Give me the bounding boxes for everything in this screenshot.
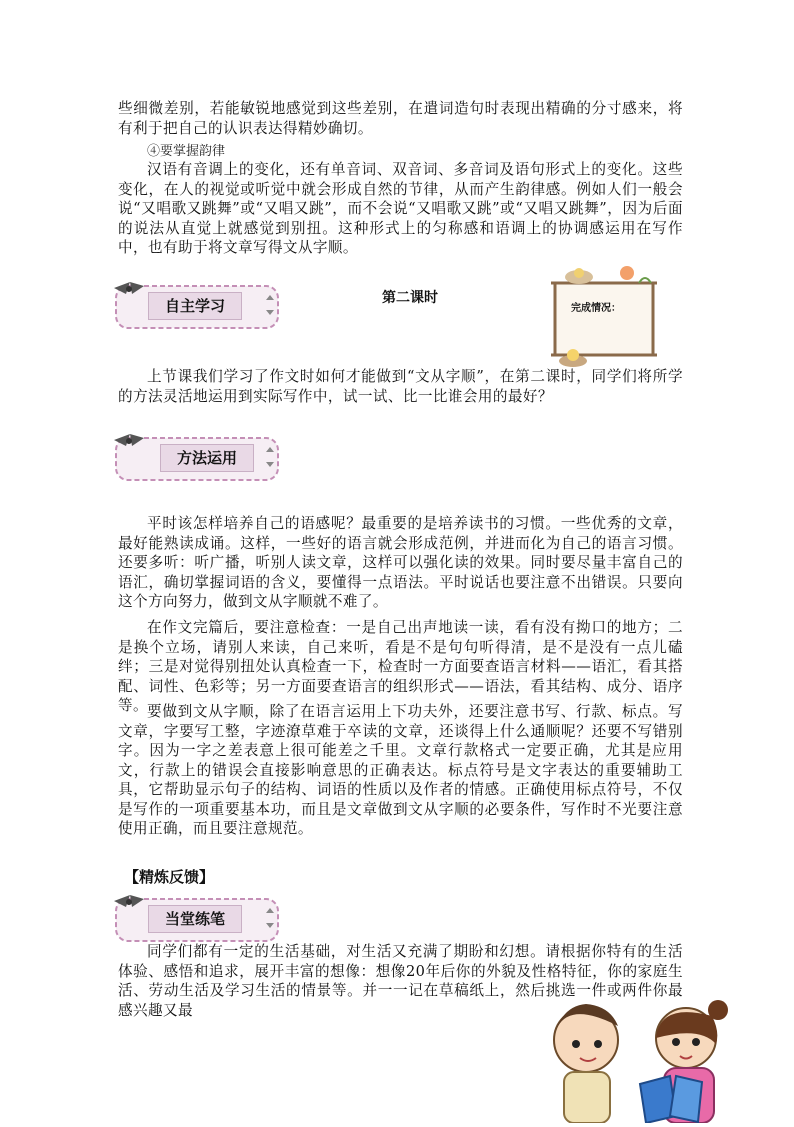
section-title-feedback: 【精炼反馈】 [124,868,215,886]
children-reading-illustration [536,1000,786,1123]
paragraph-subtle-differences: 些细微差别，若能敏锐地感觉到这些差别，在遣词造句时表现出精确的分寸感来，将有利于把自己的认识表达得精妙确切。 [118,100,683,137]
paragraph-language-sense: 平时该怎样培养自己的语感呢？最重要的是培养读书的习惯。一些优秀的文章，最好能熟读成诵。这样，一些好的语言就会形成范例，并进而化为自己的语言习惯。还要多听：听广播，听别人读文章，这样可以强化读的效果。同时要尽量丰富自己的语汇，确切掌握词语的含义，要懂得一点语法。平时说话也要注意不出错误。只要向这个方向努力，做到文从字顺就不难了。 [118,515,683,610]
banner-label: 方法运用 [160,444,254,472]
paragraph-rhythm: 汉语有音调上的变化，还有单音词、双音词、多音词及语句形式上的变化。这些变化，在人的视觉或听觉中就会形成自然的节律，从而产生韵律感。例如人们一般会说“又唱歌又跳舞”或“又唱又跳”，而不会说“又唱歌又跳”或“又唱又跳舞”，因为后面的说法从直觉上就感觉到别扭。这种形式上的匀称感和语调上的协调感运用在写作中，也有助于将文章写得文从字顺。 [118,161,683,256]
banner-class-writing [108,893,280,943]
paragraph-intro-lesson2: 上节课我们学习了作文时如何才能做到“文从字顺”，在第二课时，同学们将所学的方法灵活地运用到实际写作中，试一试、比一比谁会用的最好？ [118,368,683,405]
kids-reading-icon [536,1000,786,1123]
subheading-rhythm: ④要掌握韵律 [147,144,226,159]
completion-status-label: 完成情况： [571,303,621,314]
banner-method-application [108,432,280,482]
banner-label: 自主学习 [148,292,242,320]
paragraph-revision-check: 在作文完篇后，要注意检查：一是自己出声地读一读，看有没有拗口的地方；二是换个立场，请别人来读，自己来听，看是不是句句听得清，是不是没有一点儿磕绊；三是对觉得别扭处认真检查一下，检查时一方面要查语言材料——语汇，看其搭配、词性、色彩等；另一方面要查语言的组织形式——语法，看其结构、成分、语序等。 [118,619,683,714]
banner-self-study [108,280,280,330]
paragraph-writing-format: 要做到文从字顺，除了在语言运用上下功夫外，还要注意书写、行款、标点。写文章，字要写工整，字迹潦草难于卒读的文章，还谈得上什么通顺呢？还要不写错别字。因为一字之差表意上很可能差之千里。文章行款格式一定要正确，尤其是应用文，行款上的错误会直接影响意思的正确表达。标点符号是文字表达的重要辅助工具，它帮助显示句子的结构、词语的性质以及作者的情感。正确使用标点符号，不仅是写作的一项重要基本功，而且是文章做到文从字顺的必要条件，写作时不光要注意使用正确，而且要注意规范。 [118,703,683,837]
paragraph-writing-task: 同学们都有一定的生活基础，对生活又充满了期盼和幻想。请根据你特有的生活体验、感悟和追求，展开丰富的想像：想像20年后你的外貌及性格特征，你的家庭生活、劳动生活及学习生活的情景等。并一一记在草稿纸上，然后挑选一件或两件你最感兴趣又最 [118,943,683,1019]
lesson-title: 第二课时 [382,290,438,306]
banner-label: 当堂练笔 [148,905,242,933]
completion-frame [549,263,659,367]
wooden-frame-icon [549,263,659,367]
